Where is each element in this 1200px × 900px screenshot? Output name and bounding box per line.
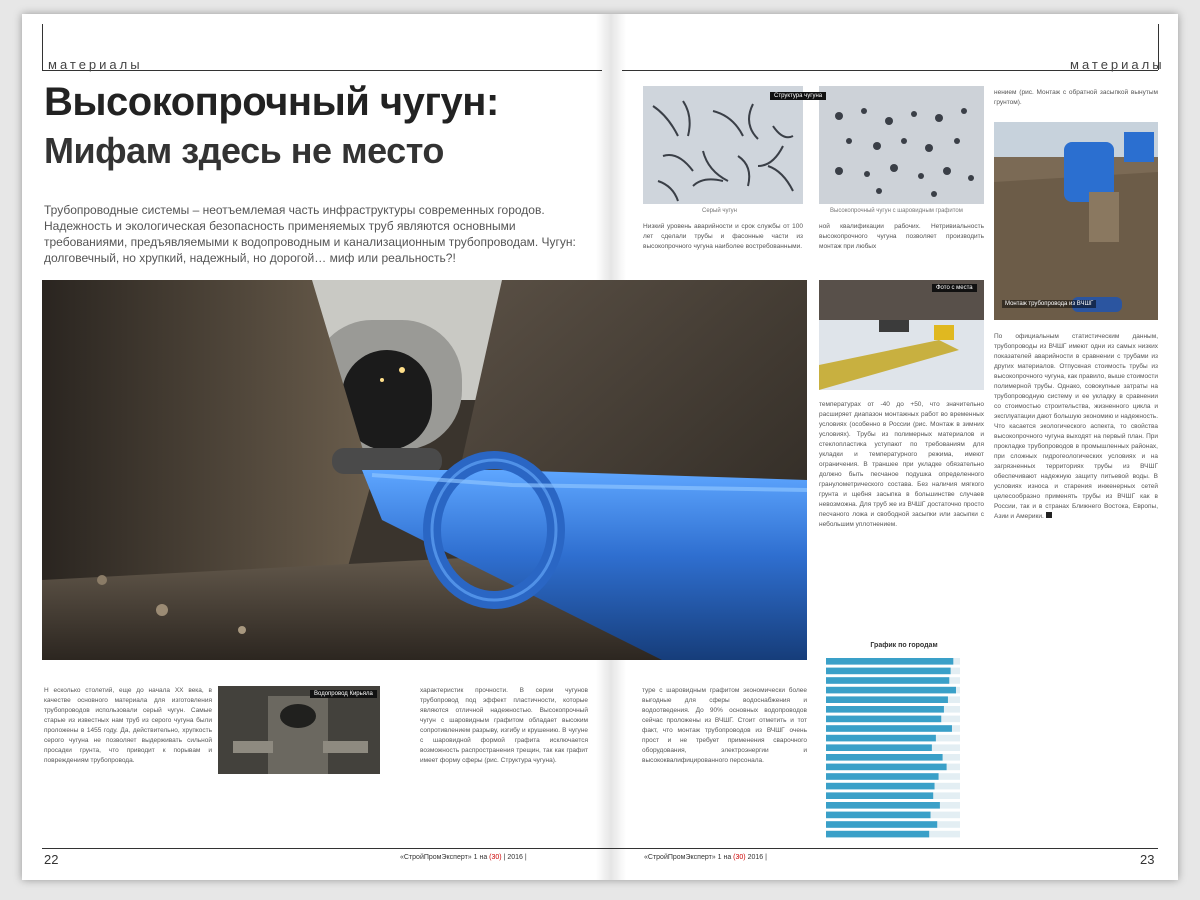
footer-mag-right-issue: (30)	[733, 854, 746, 861]
photo-winter-installation	[819, 280, 984, 390]
page-number-right: 23	[1140, 852, 1155, 867]
section-label-left: материалы	[48, 57, 143, 72]
chart-bar	[826, 725, 952, 732]
chart-bar	[826, 831, 929, 838]
column-7a	[994, 88, 1158, 118]
top-rule-left-tick	[42, 24, 43, 70]
column-3-text: характеристик прочности. В серии чугунов трубопровод под эффект пластичности, которые являются отличной надежностью. Высокопрочный чугун с шаровидным графитом обладает высоким сопротивлением разрыву, изгибу и крушению. В чугуне с шаровидной формой графита исключается возможность распространения трещин, так как графит имеет форму сферы (рис. Структура чугуна).	[420, 687, 588, 764]
footer-mag-left-issue: (30)	[489, 854, 502, 861]
photo-micrograph-ductile-iron	[819, 86, 984, 204]
excavator-caption: Монтаж трубопровода из ВЧШГ	[1002, 300, 1096, 308]
chart-bar	[826, 658, 953, 665]
winter-installation-illustration	[819, 280, 984, 390]
column-7b-text: По официальным статистическим данным, трубопроводы из ВЧШГ имеют одни из самых низких показателей аварийности в сравнении с трубами из других материалов. Отпускная стоимость трубы из высокопрочного чугуна, как правило, выше стоимости полимерной трубы. Однако, совокупные затраты на трубопроводную систему и ее укладку в сравнении со стоимостью строительства, жизненного цикла и эксплуатации дают большую экономию и надежность. Что касается экологического аспекта, то свойства высокопрочного чугуна выходят на первый план. При прокладке трубопроводов в промышленных районах, при сложных гидрогеологических условиях и на загрязненных территориях трубы из ВЧШГ обеспечивают надежную защиту питьевой воды. В условиях износа и старения инженерных сетей целесообразно применять трубы из ВЧШГ как в России, так и в странах Ближнего Востока, Европы, Азии и Америки.	[994, 333, 1158, 520]
column-1-text: Н есколько столетий, еще до начала XX века, в качестве основного материала для изготовления трубопроводов использовали серый чугун. Самые старые из известных нам труб из серого чугуна были проложены в 1455 году. Да, действительно, хрупкость серого чугуна не позволяет выдерживать сильной просадки грунта, что приводит к порывам и повреждениям трубопровода.	[44, 687, 212, 764]
caption-gray-iron: Серый чугун	[702, 208, 737, 214]
column-7a-text: нением (рис. Монтаж с обратной засыпкой вынутым грунтом).	[994, 89, 1158, 106]
tunnel-illustration	[218, 686, 380, 774]
photo-excavator	[994, 122, 1158, 320]
column-6a-text: ной квалификации рабочих. Нетривиальность высокопрочного чугуна позволяет производить монтаж при любых	[819, 223, 984, 250]
pipe-trench-illustration	[42, 280, 807, 660]
article-lead: Трубопроводные системы – неотъемлемая часть инфраструктуры современных городов. Надежность и экологическая безопасность применяемых труб являются основными требованиями, предъявляемыми к водопроводным и канализационным трубопроводам. Чугун: долговечный, но хрупкий, надежный, но дорогой… миф или реальность?!	[44, 203, 576, 265]
footer-mag-left-name: «СтройПромЭксперт» 1 на	[400, 854, 488, 861]
column-1	[44, 686, 212, 836]
column-5b	[819, 400, 984, 636]
chart-title: График по городам	[870, 642, 938, 649]
chart-bar	[826, 773, 939, 780]
column-5a-text: Низкий уровень аварийности и срок службы от 100 лет сделали трубы и фасонные части из высокопрочного чугуна наиболее востребованными.	[643, 223, 803, 250]
footer-mag-right-name: «СтройПромЭксперт» 1 на	[644, 854, 732, 861]
footer-magazine-left	[400, 854, 527, 861]
city-bar-chart	[820, 642, 988, 842]
column-7b	[994, 332, 1158, 838]
chart-bar	[826, 821, 937, 828]
chart-bar	[826, 783, 935, 790]
chart-bar	[826, 735, 936, 742]
column-4	[642, 686, 807, 836]
section-label-right: материалы	[1070, 57, 1165, 72]
tunnel-photo-tag: Водопровод Кирьяла	[310, 690, 377, 698]
chart-bar	[826, 744, 932, 751]
article-subtitle: Мифам здесь не место	[44, 130, 444, 171]
chart-bar	[826, 716, 941, 723]
end-of-article-mark	[1046, 512, 1052, 518]
column-5a	[643, 222, 803, 272]
article-title: Высокопрочный чугун:	[44, 80, 499, 124]
photo-tunnel	[218, 686, 380, 774]
chart-plot-area	[820, 654, 988, 842]
column-4-text: туре с шаровидным графитом экономически более выгодные для сферы водоснабжения и водоотведения. До 90% основных водопроводов сейчас проложены из ВЧШГ. Стоит отметить и тот факт, что монтаж трубопроводов из ВЧШГ очень прост и не требует применения сварочного оборудования, электроэнергии и высококвалифицированного персонала.	[642, 687, 807, 764]
column-6a	[819, 222, 984, 272]
footer-mag-right-year: 2016 |	[747, 854, 767, 861]
page-number-left: 22	[44, 852, 59, 867]
chart-bar	[826, 754, 943, 761]
excavator-illustration	[994, 122, 1158, 320]
column-3	[420, 686, 588, 836]
chart-bar	[826, 696, 948, 703]
chart-bar	[826, 764, 947, 771]
winter-photo-tag: Фото с места	[932, 284, 977, 292]
chart-bar	[826, 792, 933, 799]
chart-bar	[826, 812, 931, 819]
magazine-spread	[22, 14, 1178, 880]
ductile-iron-structure-illustration	[819, 86, 984, 204]
chart-bar	[826, 677, 949, 684]
bottom-rule	[42, 848, 1158, 849]
chart-bar	[826, 802, 940, 809]
chart-bar	[826, 687, 956, 694]
footer-mag-left-year: | 2016 |	[503, 854, 527, 861]
chart-bar	[826, 706, 944, 713]
footer-magazine-right	[644, 854, 767, 861]
gray-iron-structure-illustration	[643, 86, 803, 204]
main-photo-pipe-trench	[42, 280, 807, 660]
caption-ductile-iron: Высокопрочный чугун с шаровидным графитом	[830, 208, 963, 214]
chart-bar	[826, 668, 951, 675]
micrograph-tag: Структура чугуна	[770, 92, 826, 100]
photo-micrograph-gray-iron	[643, 86, 803, 204]
column-5b-text: температурах от -40 до +50, что значительно расширяет диапазон монтажных работ во временных условиях (особенно в России (рис. Монтаж в зимних условиях). Трубы из полимерных материалов и стеклопластика уступают по требованиям для укладки и температурного режима, имеют ограничения. В траншее при укладке обязательно должно быть песчаное подушка определенного гранулометрического состава. Без наличия мягкого грунта и щебня засыпка в большинстве случаев невозможна. Для труб же из ВЧШГ достаточно просто песчаного ложа и свободной засыпки или засыпки с небольшим уплотнением.	[819, 401, 984, 528]
